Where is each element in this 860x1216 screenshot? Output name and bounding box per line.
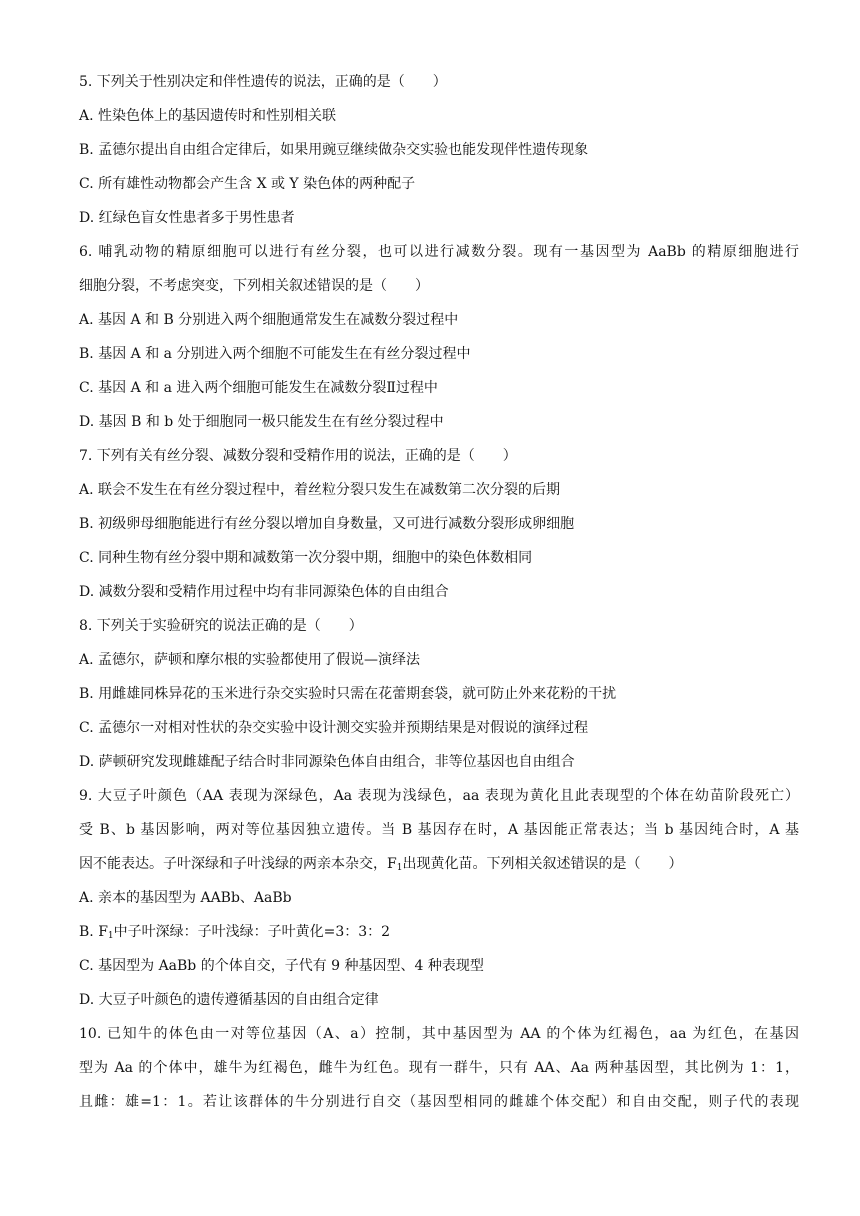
question-8-stem: 8. 下列关于实验研究的说法正确的是（ ） [79,618,363,634]
question-9-stem-text-part-1: 因不能表达。子叶深绿和子叶浅绿的两亲本杂交，F [79,856,397,872]
question-6-option-c: C. 基因 A 和 a 进入两个细胞可能发生在减数分裂Ⅱ过程中 [79,380,438,396]
question-6-option-b: B. 基因 A 和 a 分别进入两个细胞不可能发生在有丝分裂过程中 [79,346,471,362]
question-10-stem-line-1: 10. 已知牛的体色由一对等位基因（A、a）控制，其中基因型为 AA 的个体为红褐色，aa 为红色，在基因 [79,1026,799,1042]
question-10-stem-line-2: 型为 Aa 的个体中，雄牛为红褐色，雌牛为红色。现有一群牛，只有 AA、Aa 两种基因型，其比例为 1：1， [79,1060,799,1076]
question-9-option-b-prefix: B. F [79,924,108,940]
question-8-option-d: D. 萨顿研究发现雌雄配子结合时非同源染色体自由组合，非等位基因也自由组合 [79,754,575,770]
question-6-stem-line-2: 细胞分裂，不考虑突变，下列相关叙述错误的是（ ） [79,278,429,294]
question-7-option-d: D. 减数分裂和受精作用过程中均有非同源染色体的自由组合 [79,584,449,600]
question-9-stem-line-1: 9. 大豆子叶颜色（AA 表现为深绿色，Aa 表现为浅绿色，aa 表现为黄化且此表现型的个体在幼苗阶段死亡） [79,788,799,804]
question-6-option-a: A. 基因 A 和 B 分别进入两个细胞通常发生在减数分裂过程中 [79,312,459,328]
question-9-stem-line-2: 受 B、b 基因影响，两对等位基因独立遗传。当 B 基因存在时，A 基因能正常表达；当 b 基因纯合时，A 基 [79,822,799,838]
question-8-option-a: A. 孟德尔，萨顿和摩尔根的实验都使用了假说—演绎法 [79,652,421,668]
question-5-stem: 5. 下列关于性别决定和伴性遗传的说法，正确的是（ ） [79,74,447,90]
question-6-stem-line-1: 6. 哺乳动物的精原细胞可以进行有丝分裂，也可以进行减数分裂。现有一基因型为 AaBb 的精原细胞进行 [79,244,799,260]
question-10-stem-line-3: 且雌：雄=1：1。若让该群体的牛分别进行自交（基因型相同的雌雄个体交配）和自由交配，则子代的表现 [79,1094,799,1110]
question-9-option-b [79,922,799,942]
question-9-stem-text-part-2: 出现黄化苗。下列相关叙述错误的是（ ） [402,856,683,872]
question-9-stem-line-3 [79,854,799,874]
question-8-option-b: B. 用雌雄同株异花的玉米进行杂交实验时只需在花蕾期套袋，就可防止外来花粉的干扰 [79,686,617,702]
question-7-option-a: A. 联会不发生在有丝分裂过程中，着丝粒分裂只发生在减数第二次分裂的后期 [79,482,561,498]
question-7-option-b: B. 初级卵母细胞能进行有丝分裂以增加自身数量，又可进行减数分裂形成卵细胞 [79,516,575,532]
question-9-option-b-subscript: 1 [107,931,114,941]
question-6-option-d: D. 基因 B 和 b 处于细胞同一极只能发生在有丝分裂过程中 [79,414,444,430]
question-9-option-c: C. 基因型为 AaBb 的个体自交，子代有 9 种基因型、4 种表现型 [79,958,484,974]
question-9-option-a: A. 亲本的基因型为 AABb、AaBb [79,890,292,906]
question-7-stem: 7. 下列有关有丝分裂、减数分裂和受精作用的说法，正确的是（ ） [79,448,517,464]
question-5-option-d: D. 红绿色盲女性患者多于男性患者 [79,210,295,226]
question-8-option-c: C. 孟德尔一对相对性状的杂交实验中设计测交实验并预期结果是对假说的演绎过程 [79,720,589,736]
question-9-subscript-1: 1 [396,863,403,873]
question-9-option-b-text: 中子叶深绿：子叶浅绿：子叶黄化=3：3：2 [113,924,391,940]
question-5-option-a: A. 性染色体上的基因遗传时和性别相关联 [79,108,337,124]
question-5-option-c: C. 所有雄性动物都会产生含 X 或 Y 染色体的两种配子 [79,176,416,192]
question-5-option-b: B. 孟德尔提出自由组合定律后，如果用豌豆继续做杂交实验也能发现伴性遗传现象 [79,142,589,158]
question-9-option-d: D. 大豆子叶颜色的遗传遵循基因的自由组合定律 [79,992,379,1008]
question-7-option-c: C. 同种生物有丝分裂中期和减数第一次分裂中期，细胞中的染色体数相同 [79,550,533,566]
